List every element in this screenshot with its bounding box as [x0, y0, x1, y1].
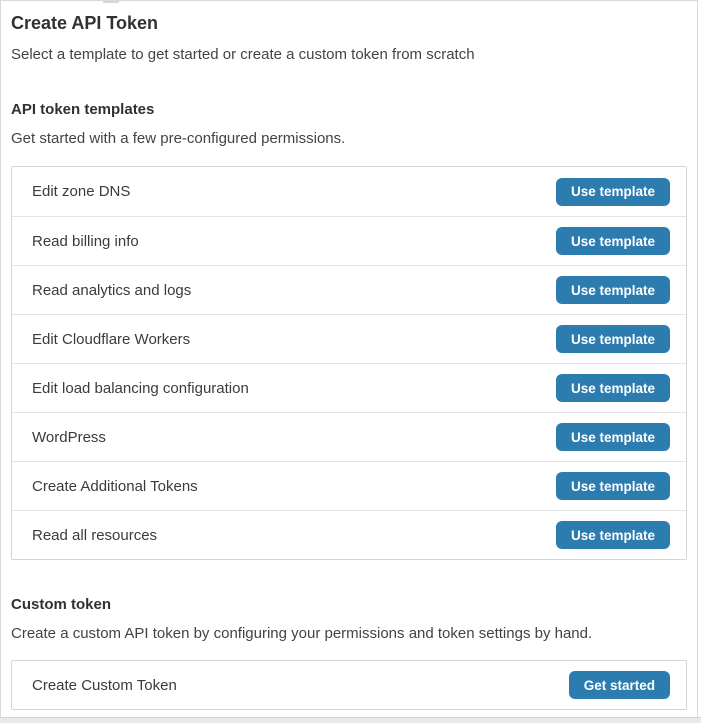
template-name: Read billing info: [32, 232, 139, 250]
use-template-button[interactable]: Use template: [556, 325, 670, 353]
template-name: Read analytics and logs: [32, 281, 192, 299]
bottom-edge-strip: [0, 717, 701, 723]
template-row-read-billing-info: [12, 216, 686, 265]
template-row-read-all-resources: [12, 510, 686, 559]
page-title: Create API Token: [11, 13, 159, 33]
custom-token-label: Create Custom Token: [32, 676, 177, 694]
custom-token-section-heading: Custom token: [11, 596, 112, 613]
use-template-button[interactable]: Use template: [556, 423, 670, 451]
custom-token-row: [12, 661, 686, 709]
templates-section-description: Get started with a few pre-configured permissions.: [11, 130, 346, 147]
template-row-create-additional-tokens: [12, 461, 686, 510]
custom-token-section-description: Create a custom API token by configuring your permissions and token settings by hand.: [11, 625, 593, 642]
use-template-button[interactable]: Use template: [556, 374, 670, 402]
get-started-button[interactable]: Get started: [569, 671, 670, 699]
use-template-button[interactable]: Use template: [556, 472, 670, 500]
template-name: Edit load balancing configuration: [32, 379, 249, 397]
page-content: [1, 12, 697, 710]
templates-section-heading: API token templates: [11, 101, 155, 118]
template-row-wordpress: [12, 412, 686, 461]
template-row-edit-zone-dns: [12, 167, 686, 216]
use-template-button[interactable]: Use template: [556, 227, 670, 255]
template-name: Edit Cloudflare Workers: [32, 330, 191, 348]
template-name: Edit zone DNS: [32, 183, 131, 200]
cropped-text-artifact: [103, 1, 119, 3]
template-row-read-analytics-and-logs: [12, 265, 686, 314]
use-template-button[interactable]: Use template: [556, 521, 670, 549]
template-table: [11, 166, 687, 560]
template-row-edit-load-balancing-configuration: [12, 363, 686, 412]
use-template-button[interactable]: Use template: [556, 276, 670, 304]
page-subtitle: Select a template to get started or create a custom token from scratch: [11, 46, 475, 63]
template-name: WordPress: [32, 428, 106, 446]
template-name: Read all resources: [32, 526, 158, 544]
custom-token-box: [11, 660, 687, 710]
use-template-button[interactable]: Use template: [556, 178, 670, 206]
template-name: Create Additional Tokens: [32, 477, 198, 495]
template-row-edit-cloudflare-workers: [12, 314, 686, 363]
